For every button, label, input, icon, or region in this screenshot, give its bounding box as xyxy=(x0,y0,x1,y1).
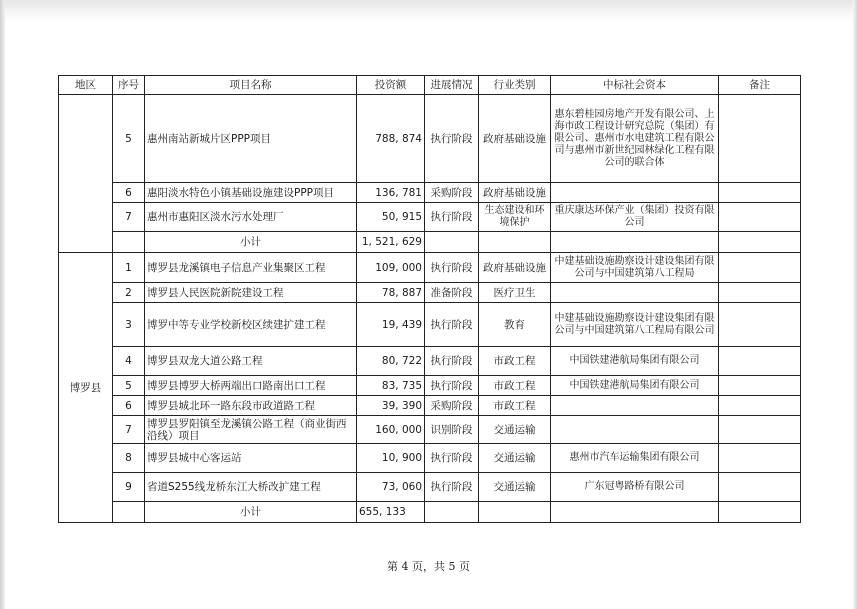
row-industry: 医疗卫生 xyxy=(479,283,551,303)
table-row xyxy=(59,347,801,376)
row-name: 博罗县城中心客运站 xyxy=(145,444,357,473)
table-row xyxy=(59,203,801,232)
row-industry: 市政工程 xyxy=(479,396,551,416)
row-note xyxy=(719,253,801,283)
row-no: 7 xyxy=(113,416,145,444)
row-no: 1 xyxy=(113,253,145,283)
row-progress: 采购阶段 xyxy=(425,396,479,416)
header-region: 地区 xyxy=(59,76,113,95)
row-capital: 中建基础设施勘察设计建设集团有限公司与中国建筑第八工程局 xyxy=(551,253,719,283)
table-row xyxy=(59,473,801,502)
row-industry: 政府基础设施 xyxy=(479,95,551,183)
row-industry: 市政工程 xyxy=(479,347,551,376)
row-note xyxy=(719,444,801,473)
row-industry: 生态建设和环境保护 xyxy=(479,203,551,232)
row-capital xyxy=(551,283,719,303)
table-row xyxy=(59,396,801,416)
subtotal-amount: 1, 521, 629 xyxy=(357,232,425,253)
table-header-row xyxy=(59,76,801,95)
row-amount: 788, 874 xyxy=(357,95,425,183)
page-footer: 第 4 页，共 5 页 xyxy=(387,560,470,573)
row-progress: 采购阶段 xyxy=(425,183,479,203)
scan-shadow-left xyxy=(0,0,5,609)
row-amount: 39, 390 xyxy=(357,396,425,416)
row-no: 8 xyxy=(113,444,145,473)
row-capital: 惠州市汽车运输集团有限公司 xyxy=(551,444,719,473)
row-capital: 中国铁建港航局集团有限公司 xyxy=(551,376,719,396)
row-no: 3 xyxy=(113,303,145,347)
row-industry: 交通运输 xyxy=(479,444,551,473)
row-capital xyxy=(551,183,719,203)
row-no: 4 xyxy=(113,347,145,376)
row-industry: 政府基础设施 xyxy=(479,183,551,203)
header-progress: 进展情况 xyxy=(425,76,479,95)
table-row xyxy=(59,253,801,283)
row-progress: 执行阶段 xyxy=(425,444,479,473)
row-name: 博罗中等专业学校新校区续建扩建工程 xyxy=(145,303,357,347)
row-capital: 中建基础设施勘察设计建设集团有限公司与中国建筑第八工程局有限公司 xyxy=(551,303,719,347)
row-progress: 执行阶段 xyxy=(425,95,479,183)
region-cell xyxy=(59,95,113,253)
row-no: 7 xyxy=(113,203,145,232)
row-amount: 136, 781 xyxy=(357,183,425,203)
row-progress: 准备阶段 xyxy=(425,283,479,303)
row-industry: 交通运输 xyxy=(479,416,551,444)
scan-shadow-right xyxy=(853,0,857,609)
header-industry: 行业类别 xyxy=(479,76,551,95)
row-name: 博罗县城北环一路东段市政道路工程 xyxy=(145,396,357,416)
row-progress: 执行阶段 xyxy=(425,253,479,283)
row-name: 博罗县龙溪镇电子信息产业集聚区工程 xyxy=(145,253,357,283)
row-amount: 83, 735 xyxy=(357,376,425,396)
subtotal-label: 小计 xyxy=(145,502,357,523)
row-name: 惠州南站新城片区PPP项目 xyxy=(145,95,357,183)
row-industry: 政府基础设施 xyxy=(479,253,551,283)
table-row xyxy=(59,283,801,303)
row-note xyxy=(719,283,801,303)
row-amount: 50, 915 xyxy=(357,203,425,232)
row-capital: 重庆康达环保产业（集团）投资有限公司 xyxy=(551,203,719,232)
row-industry: 市政工程 xyxy=(479,376,551,396)
row-amount: 160, 000 xyxy=(357,416,425,444)
row-name: 博罗县人民医院新院建设工程 xyxy=(145,283,357,303)
row-amount: 10, 900 xyxy=(357,444,425,473)
row-no: 6 xyxy=(113,183,145,203)
row-name: 博罗县博罗大桥两端出口路南出口工程 xyxy=(145,376,357,396)
row-progress: 执行阶段 xyxy=(425,203,479,232)
subtotal-row xyxy=(59,232,801,253)
row-note xyxy=(719,416,801,444)
row-progress: 识别阶段 xyxy=(425,416,479,444)
row-name: 惠州市惠阳区淡水污水处理厂 xyxy=(145,203,357,232)
row-amount: 73, 060 xyxy=(357,473,425,502)
table-row xyxy=(59,95,801,183)
row-amount: 80, 722 xyxy=(357,347,425,376)
table-row xyxy=(59,444,801,473)
row-industry: 交通运输 xyxy=(479,473,551,502)
row-note xyxy=(719,303,801,347)
row-no: 2 xyxy=(113,283,145,303)
table-row xyxy=(59,183,801,203)
row-progress: 执行阶段 xyxy=(425,473,479,502)
table-row xyxy=(59,376,801,396)
row-name: 博罗县双龙大道公路工程 xyxy=(145,347,357,376)
row-progress: 执行阶段 xyxy=(425,347,479,376)
row-capital: 中国铁建港航局集团有限公司 xyxy=(551,347,719,376)
header-note: 备注 xyxy=(719,76,801,95)
row-no: 6 xyxy=(113,396,145,416)
header-project-name: 项目名称 xyxy=(145,76,357,95)
subtotal-row xyxy=(59,502,801,523)
row-note xyxy=(719,183,801,203)
row-note xyxy=(719,95,801,183)
project-table xyxy=(58,75,801,523)
row-industry: 教育 xyxy=(479,303,551,347)
row-name: 惠阳淡水特色小镇基础设施建设PPP项目 xyxy=(145,183,357,203)
subtotal-amount: 655, 133 xyxy=(357,502,425,523)
row-progress: 执行阶段 xyxy=(425,376,479,396)
row-progress: 执行阶段 xyxy=(425,303,479,347)
row-amount: 109, 000 xyxy=(357,253,425,283)
table-row xyxy=(59,416,801,444)
scan-shadow-top xyxy=(0,0,857,22)
row-capital: 广东冠粤路桥有限公司 xyxy=(551,473,719,502)
header-no: 序号 xyxy=(113,76,145,95)
row-note xyxy=(719,376,801,396)
row-capital xyxy=(551,416,719,444)
header-capital: 中标社会资本 xyxy=(551,76,719,95)
row-amount: 19, 439 xyxy=(357,303,425,347)
row-amount: 78, 887 xyxy=(357,283,425,303)
row-note xyxy=(719,396,801,416)
row-note xyxy=(719,473,801,502)
table-row xyxy=(59,303,801,347)
row-capital xyxy=(551,396,719,416)
row-capital: 惠东碧桂园房地产开发有限公司、上海市政工程设计研究总院（集团）有限公司、惠州市水电建筑工程有限公司与惠州市新世纪园林绿化工程有限公司的联合体 xyxy=(551,95,719,183)
row-name: 博罗县罗阳镇至龙溪镇公路工程（商业街西沿线）项目 xyxy=(145,416,357,444)
row-note xyxy=(719,203,801,232)
header-amount: 投资额 xyxy=(357,76,425,95)
row-no: 9 xyxy=(113,473,145,502)
row-name: 省道S255线龙桥东江大桥改扩建工程 xyxy=(145,473,357,502)
row-note xyxy=(719,347,801,376)
row-no: 5 xyxy=(113,95,145,183)
row-no: 5 xyxy=(113,376,145,396)
region-cell: 博罗县 xyxy=(59,253,113,523)
subtotal-label: 小计 xyxy=(145,232,357,253)
